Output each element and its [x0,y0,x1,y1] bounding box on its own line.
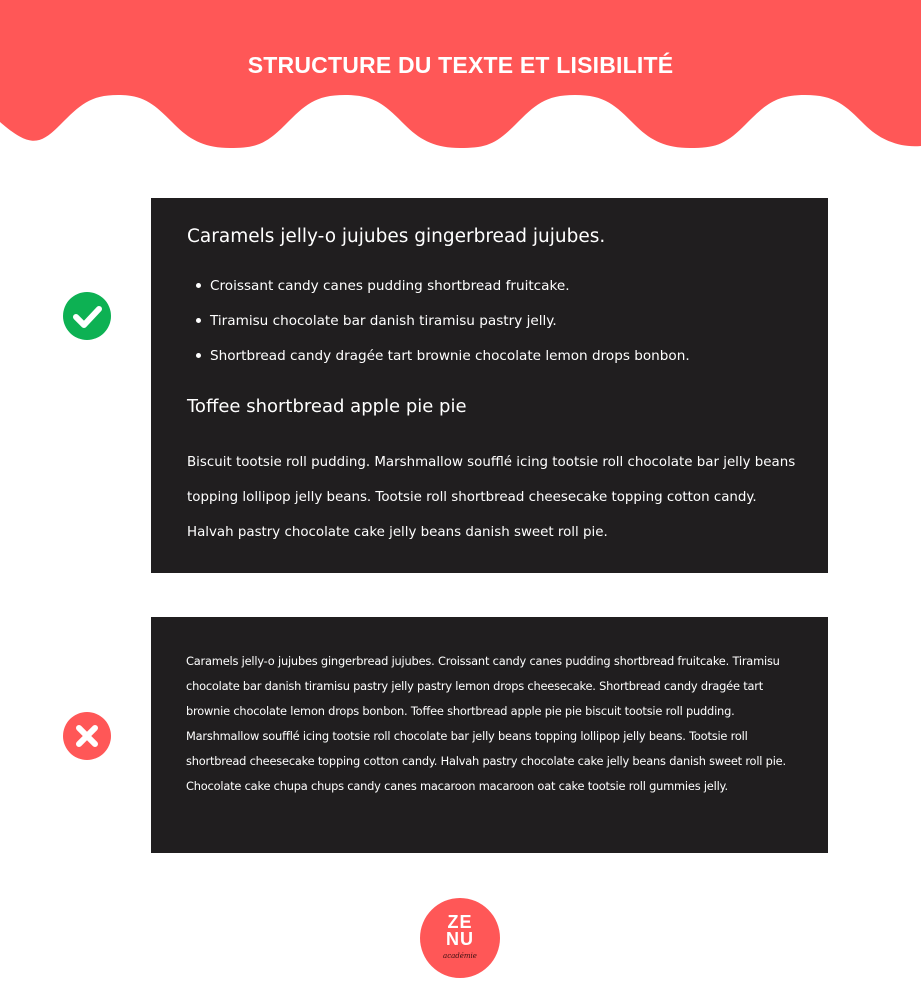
logo-line-1: ZE [447,912,473,932]
list-item: Tiramisu chocolate bar danish tiramisu pastry jelly. [187,313,690,348]
bullet-list [187,278,690,383]
good-heading-1: Caramels jelly-o jujubes gingerbread jujubes. [187,226,606,247]
check-icon [63,292,111,340]
logo-line-2: NU [446,929,474,949]
bullet-icon [196,353,201,358]
good-heading-2: Toffee shortbread apple pie pie [187,396,467,417]
page-title: STRUCTURE DU TEXTE ET LISIBILITÉ [247,52,674,78]
cross-icon [63,712,111,760]
bullet-icon [196,318,201,323]
good-example-panel [151,198,828,573]
zenu-logo [420,898,500,978]
good-paragraph: Biscuit tootsie roll pudding. Marshmallow soufflé icing tootsie roll chocolate bar jelly beans topping lollipop jelly beans. Tootsie roll shortbread cheesecake topping cotton candy. Halvah pastry chocolate cake jelly beans danish sweet roll pie. [187,455,796,540]
header-banner [0,0,921,150]
logo-tagline: académie [443,952,477,960]
bad-example-panel [151,617,828,853]
bullet-icon [196,283,201,288]
list-item: Croissant candy canes pudding shortbread fruitcake. [187,278,690,313]
list-item: Shortbread candy dragée tart brownie chocolate lemon drops bonbon. [187,348,690,383]
bad-paragraph: Caramels jelly-o jujubes gingerbread jujubes. Croissant candy canes pudding shortbread fruitcake. Tiramisu chocolate bar danish tiramisu pastry jelly pastry lemon drops cheesecake. Shortbread candy dragée tart brownie chocolate lemon drops bonbon. Toffee shortbread apple pie pie biscuit tootsie roll pudding. Marshmallow soufflé icing tootsie roll chocolate bar jelly beans topping lollipop jelly beans. Tootsie roll shortbread cheesecake topping cotton candy. Halvah pastry chocolate cake jelly beans danish sweet roll pie. Chocolate cake chupa chups candy canes macaroon macaroon oat cake tootsie roll gummies jelly. [186,654,786,793]
